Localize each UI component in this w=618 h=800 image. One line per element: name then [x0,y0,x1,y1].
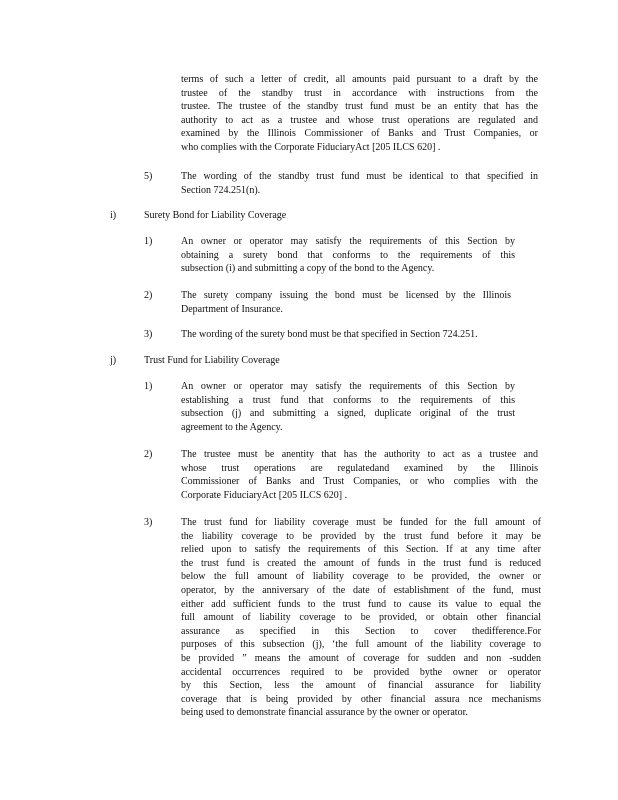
text-line: full amount of liability coverage to be provided, or obtain other financial [181,612,541,624]
text-line: accidental occurrences required to be provided bythe owner or operator [181,666,541,678]
text-line: either add sufficient funds to the trust fund to cause its value to equal the [181,598,541,610]
text-line: be provided ” means the amount of coverage for sudden and non -sudden [181,652,541,664]
text-line: Commissioner of Banks and Trust Companies, or who complies with the [181,476,538,488]
text-line: An owner or operator may satisfy the requirements of this Section by [181,236,515,247]
text-line: Department of Insurance. [181,303,283,315]
text-line: who complies with the Corporate FiduciaryAct [205 ILCS 620] . [181,141,441,153]
item-number: 2) [144,290,153,301]
text-line: obtaining a surety bond that conforms to the requirements of this [181,249,515,261]
text-line: agreement to the Agency. [181,421,283,433]
text-line: coverage that is being provided by other financial assura nce mechanisms [181,693,541,705]
section-i-item-1-text [181,235,515,276]
item-number: 5) [144,171,153,182]
item-number: 3) [144,517,153,528]
item-number: 3) [144,329,153,340]
text-line: trustee. The trustee of the standby trust fund must be an entity that has the [181,101,538,113]
text-line: assurance as specified in this Section to cover thedifference.For [181,625,541,637]
text-line: The wording of the surety bond must be that specified in Section 724.251. [181,329,478,340]
section-i-heading: Surety Bond for Liability Coverage [144,210,287,221]
text-line: An owner or operator may satisfy the requirements of this Section by [181,381,515,392]
item-number: 1) [144,381,153,392]
text-line: establishing a trust fund that conforms to the requirements of this [181,394,515,406]
text-line: being used to demonstrate financial assurance by the owner or operator. [181,707,468,719]
text-line: below the full amount of liability coverage to be provided, the owner or [181,571,541,583]
text-line: authority to act as a trustee and whose trust operations are regulated and [181,114,538,126]
text-line: purposes of this subsection (j), ‘the full amount of the liability coverage to [181,639,541,651]
section-j-item-1-text [181,380,515,434]
section-letter-j: j) [110,355,117,366]
text-line: by this Section, less the amount of financial assurance for liability [181,680,541,692]
text-line: subsection (j) and submitting a signed, duplicate original of the trust [181,408,515,420]
item-number: 2) [144,449,153,460]
text-line: relied upon to satisfy the requirements of this Section. If at any time after [181,544,541,556]
text-line: examined by the Illinois Commissioner of Banks and Trust Companies, or [181,128,538,140]
item-5-text [181,170,538,197]
text-line: trustee of the standby trust in accordance with instructions from the [181,87,538,99]
text-line: The trustee must be anentity that has the authority to act as a trustee and [181,449,538,460]
text-line: whose trust operations are regulatedand examined by the Illinois [181,462,538,474]
text-line: Section 724.251(n). [181,184,261,196]
item-number: 1) [144,236,153,247]
section-j-item-3-text [181,516,541,720]
text-line: operator, by the anniversary of the date of establishment of the fund, must [181,584,541,596]
text-line: terms of such a letter of credit, all amounts paid pursuant to a draft by the [181,74,538,85]
section-j-item-2-text [181,448,538,502]
text-line: The wording of the standby trust fund must be identical to that specified in [181,171,538,182]
section-i-item-3-text [181,328,531,342]
text-line: Corporate FiduciaryAct [205 ILCS 620] . [181,489,348,501]
text-line: subsection (i) and submitting a copy of the bond to the Agency. [181,263,435,275]
continuation-paragraph [181,73,538,155]
text-line: The surety company issuing the bond must be licensed by the Illinois [181,290,511,301]
section-letter-i: i) [110,210,117,221]
text-line: the liability coverage to be provided by the trust fund before it may be [181,530,541,542]
section-j-heading: Trust Fund for Liability Coverage [144,355,280,366]
text-line: The trust fund for liability coverage must be funded for the full amount of [181,517,541,528]
text-line: the trust fund is created the amount of funds in the trust fund is reduced [181,557,541,569]
section-i-item-2-text [181,289,511,316]
